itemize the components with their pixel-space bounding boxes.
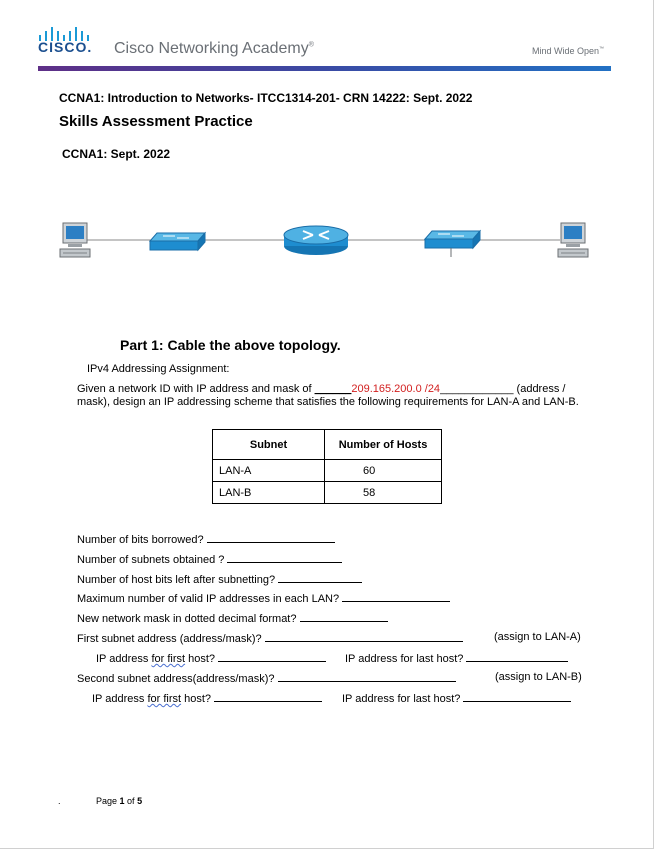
answer-first-host-a[interactable] <box>218 651 326 662</box>
table-cell-hosts: 60 <box>325 460 442 482</box>
answer-subnets-obtained[interactable] <box>227 552 342 563</box>
ipv4-label: IPv4 Addressing Assignment: <box>87 363 230 375</box>
table-cell-hosts: 58 <box>325 482 442 504</box>
answer-first-subnet[interactable] <box>265 631 463 642</box>
assign-lan-b: (assign to LAN-B) <box>495 671 582 683</box>
question-max-valid: Maximum number of valid IP addresses in each LAN? <box>77 591 450 605</box>
instructions-paragraph: Given a network ID with IP address and mask of ______209.165.200.0 /24____________ (address / mask), design an IP addressing scheme that satisfies the following requirements for LAN-A and LAN-B. <box>77 383 579 408</box>
switch-right-icon <box>425 231 480 257</box>
question-first-host-a: IP address for first host? <box>96 651 326 665</box>
router-icon <box>284 226 348 255</box>
network-id: 209.165.200.0 /24 <box>351 383 441 395</box>
answer-last-host-a[interactable] <box>466 651 568 662</box>
answer-first-host-b[interactable] <box>214 691 322 702</box>
hosts-table <box>212 429 442 504</box>
academy-title: Cisco Networking Academy® <box>114 40 314 57</box>
table-header-subnet: Subnet <box>213 430 325 460</box>
answer-last-host-b[interactable] <box>463 691 571 702</box>
tagline: Mind Wide Open™ <box>532 46 605 56</box>
pc-right-icon <box>558 223 588 257</box>
question-second-subnet: Second subnet address(address/mask)? <box>77 671 456 685</box>
page-title: Skills Assessment Practice <box>59 113 253 130</box>
footer-dot: . <box>58 796 61 806</box>
table-cell-subnet: LAN-A <box>213 460 325 482</box>
table-header-hosts: Number of Hosts <box>325 430 442 460</box>
table-cell-subnet: LAN-B <box>213 482 325 504</box>
question-last-host-b: IP address for last host? <box>342 691 571 705</box>
question-bits-borrowed: Number of bits borrowed? <box>77 532 335 546</box>
switch-left-icon <box>150 233 205 250</box>
page-number: Page 1 of 5 <box>96 796 143 806</box>
header-gradient-bar <box>38 66 611 71</box>
question-new-mask: New network mask in dotted decimal format? <box>77 611 388 625</box>
question-last-host-a: IP address for last host? <box>345 651 568 665</box>
question-subnets-obtained: Number of subnets obtained ? <box>77 552 342 566</box>
answer-second-subnet[interactable] <box>278 671 456 682</box>
cisco-logo-text: CISCO. <box>38 39 93 55</box>
assign-lan-a: (assign to LAN-A) <box>494 631 581 643</box>
part1-heading: Part 1: Cable the above topology. <box>120 337 341 353</box>
answer-host-bits[interactable] <box>278 572 362 583</box>
topology-diagram <box>55 215 595 265</box>
answer-bits-borrowed[interactable] <box>207 532 335 543</box>
question-first-subnet: First subnet address (address/mask)? <box>77 631 463 645</box>
page-subtitle: CCNA1: Sept. 2022 <box>62 147 171 161</box>
answer-max-valid[interactable] <box>342 591 450 602</box>
course-line: CCNA1: Introduction to Networks- ITCC1314-201- CRN 14222: Sept. 2022 <box>59 91 473 105</box>
table-row <box>213 482 442 504</box>
question-host-bits: Number of host bits left after subnetting? <box>77 572 362 586</box>
answer-new-mask[interactable] <box>300 611 388 622</box>
pc-left-icon <box>60 223 90 257</box>
table-row <box>213 460 442 482</box>
question-first-host-b: IP address for first host? <box>92 691 322 705</box>
